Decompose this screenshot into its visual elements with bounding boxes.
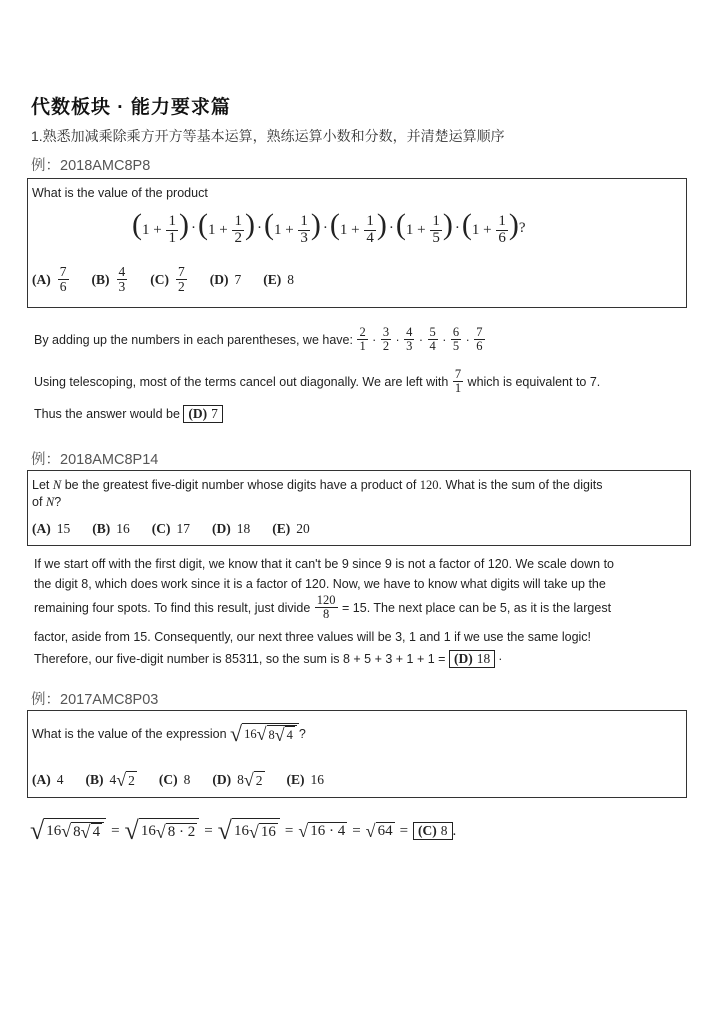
solution-step-4: √ 16 · 4 xyxy=(298,821,346,841)
example-3-choices xyxy=(32,771,346,789)
example-2-solution-line-4: factor, aside from 15. Consequently, our next three values will be 3, 1 and 1 if we use the same logic! xyxy=(34,630,592,644)
answer-box: (D) 7 xyxy=(183,405,223,423)
solution-step-2: √ 16 √ 8 · 2 xyxy=(125,818,200,844)
product-expression: (1 + $\frac{1}{1}$ ) · (1 + $\frac{1}{2}$ ) · (1 + $\frac{1}{3}$ ) · (1 + $\frac{1}{4}$ ) · (1 + $\frac{1}{5}$ ) · (1 + $\frac{1}{6}$ ) ? xyxy=(132,208,526,247)
example-2-solution-line-1: If we start off with the first digit, we know that it can't be 9 since 9 is not a factor of 120. We scale down to xyxy=(34,557,614,571)
answer-box: (C) 8 xyxy=(413,822,453,840)
choice-e: (E) 16 xyxy=(286,772,325,787)
choice-e: (E) 20 xyxy=(272,521,310,536)
term-1: (1 + $\frac{1}{1}$ ) xyxy=(132,208,189,247)
choice-b: (B) 4 √ 2 xyxy=(85,770,135,790)
page-title: 代数板块 · 能力要求篇 xyxy=(31,97,231,118)
example-1-solution-line-3: Thus the answer would be (D) 7 xyxy=(34,405,223,423)
term-2: (1 + $\frac{1}{2}$ ) xyxy=(197,208,255,247)
example-2-label: 例：2018AMC8P14 xyxy=(31,452,159,468)
example-1-choices xyxy=(32,265,316,294)
example-3-solution: √ 16 √ 8 √ 4 = √ 16 √ 8 · 2 = √ 16 √ 16 = √ 16 · 4 = √ 64 = (C) 8 . xyxy=(30,816,457,845)
page-subtitle: 1.熟悉加减乘除乘方开方等基本运算，熟练运算小数和分数，并清楚运算顺序 xyxy=(31,128,505,144)
example-2-solution-line-5: Therefore, our five-digit number is 85311, so the sum is 8 + 5 + 3 + 1 + 1 = (D) 18 · xyxy=(34,651,503,666)
example-2-question: Let N be the greatest five-digit number whose digits have a product of 120. What is the sum of the digits of N? xyxy=(32,478,603,509)
choice-c: (C) 17 xyxy=(151,521,190,536)
term-5: (1 + $\frac{1}{5}$ ) xyxy=(395,208,453,247)
choice-c: (C) $\frac{7}{2}$ xyxy=(150,264,185,295)
choice-c: (C) 8 xyxy=(158,772,191,787)
choice-d: (D) 7 xyxy=(209,271,242,287)
solution-step-3: √ 16 √ 16 xyxy=(218,818,280,844)
example-1-question: What is the value of the product xyxy=(32,186,208,200)
solution-step-1: √ 16 √ 8 √ 4 xyxy=(30,818,106,844)
term-4: (1 + $\frac{1}{4}$ ) xyxy=(329,208,387,247)
term-3: (1 + $\frac{1}{3}$ ) xyxy=(263,208,321,247)
example-2-solution-line-2: the digit 8, which does work since it is a factor of 120. Now, we have to know what digits will take up the xyxy=(34,577,606,591)
example-3-question: What is the value of the expression √ 16 √ 8 √ 4 ? xyxy=(32,721,306,746)
example-1-solution-line-2: Using telescoping, most of the terms cancel out diagonally. We are left with $\frac{7}{1}$ which is equivalent to 7. xyxy=(34,367,601,396)
example-2-solution-line-3: remaining four spots. To find this result, just divide $\frac{120}{8}$ = 15. The next place can be 5, as it is the largest xyxy=(34,593,612,622)
example-3-question-box xyxy=(27,710,687,798)
term-6: (1 + $\frac{1}{6}$ ) xyxy=(461,208,519,247)
answer-box: (D) 18 xyxy=(449,650,495,668)
choice-a: (A) 4 xyxy=(32,772,64,787)
example-3-label: 例：2017AMC8P03 xyxy=(31,692,159,708)
choice-a: (A) 15 xyxy=(32,521,71,536)
example-1-label: 例：2018AMC8P8 xyxy=(31,158,151,174)
choice-e: (E) 8 xyxy=(263,271,294,287)
radical-expression: √ 16 √ 8 √ 4 xyxy=(230,723,299,745)
choice-a: (A) $\frac{7}{6}$ xyxy=(32,264,67,295)
example-2-choices xyxy=(32,521,332,537)
choice-d: (D) 18 xyxy=(212,521,251,536)
choice-d: (D) 8 √ 2 xyxy=(212,770,263,790)
choice-b: (B) 16 xyxy=(92,521,130,536)
solution-step-5: √ 64 xyxy=(365,821,393,841)
example-2-question-box xyxy=(27,470,691,546)
example-1-solution-line-1: By adding up the numbers in each parentheses, we have: $\frac{2}{1}$ · $\frac{3}{2}$ · $\frac{4}{3}$ · $\frac{5}{4}$ · $\frac{6}{5}$ · $\frac{7}{6}$ xyxy=(34,325,483,354)
choice-b: (B) $\frac{4}{3}$ xyxy=(91,264,126,295)
